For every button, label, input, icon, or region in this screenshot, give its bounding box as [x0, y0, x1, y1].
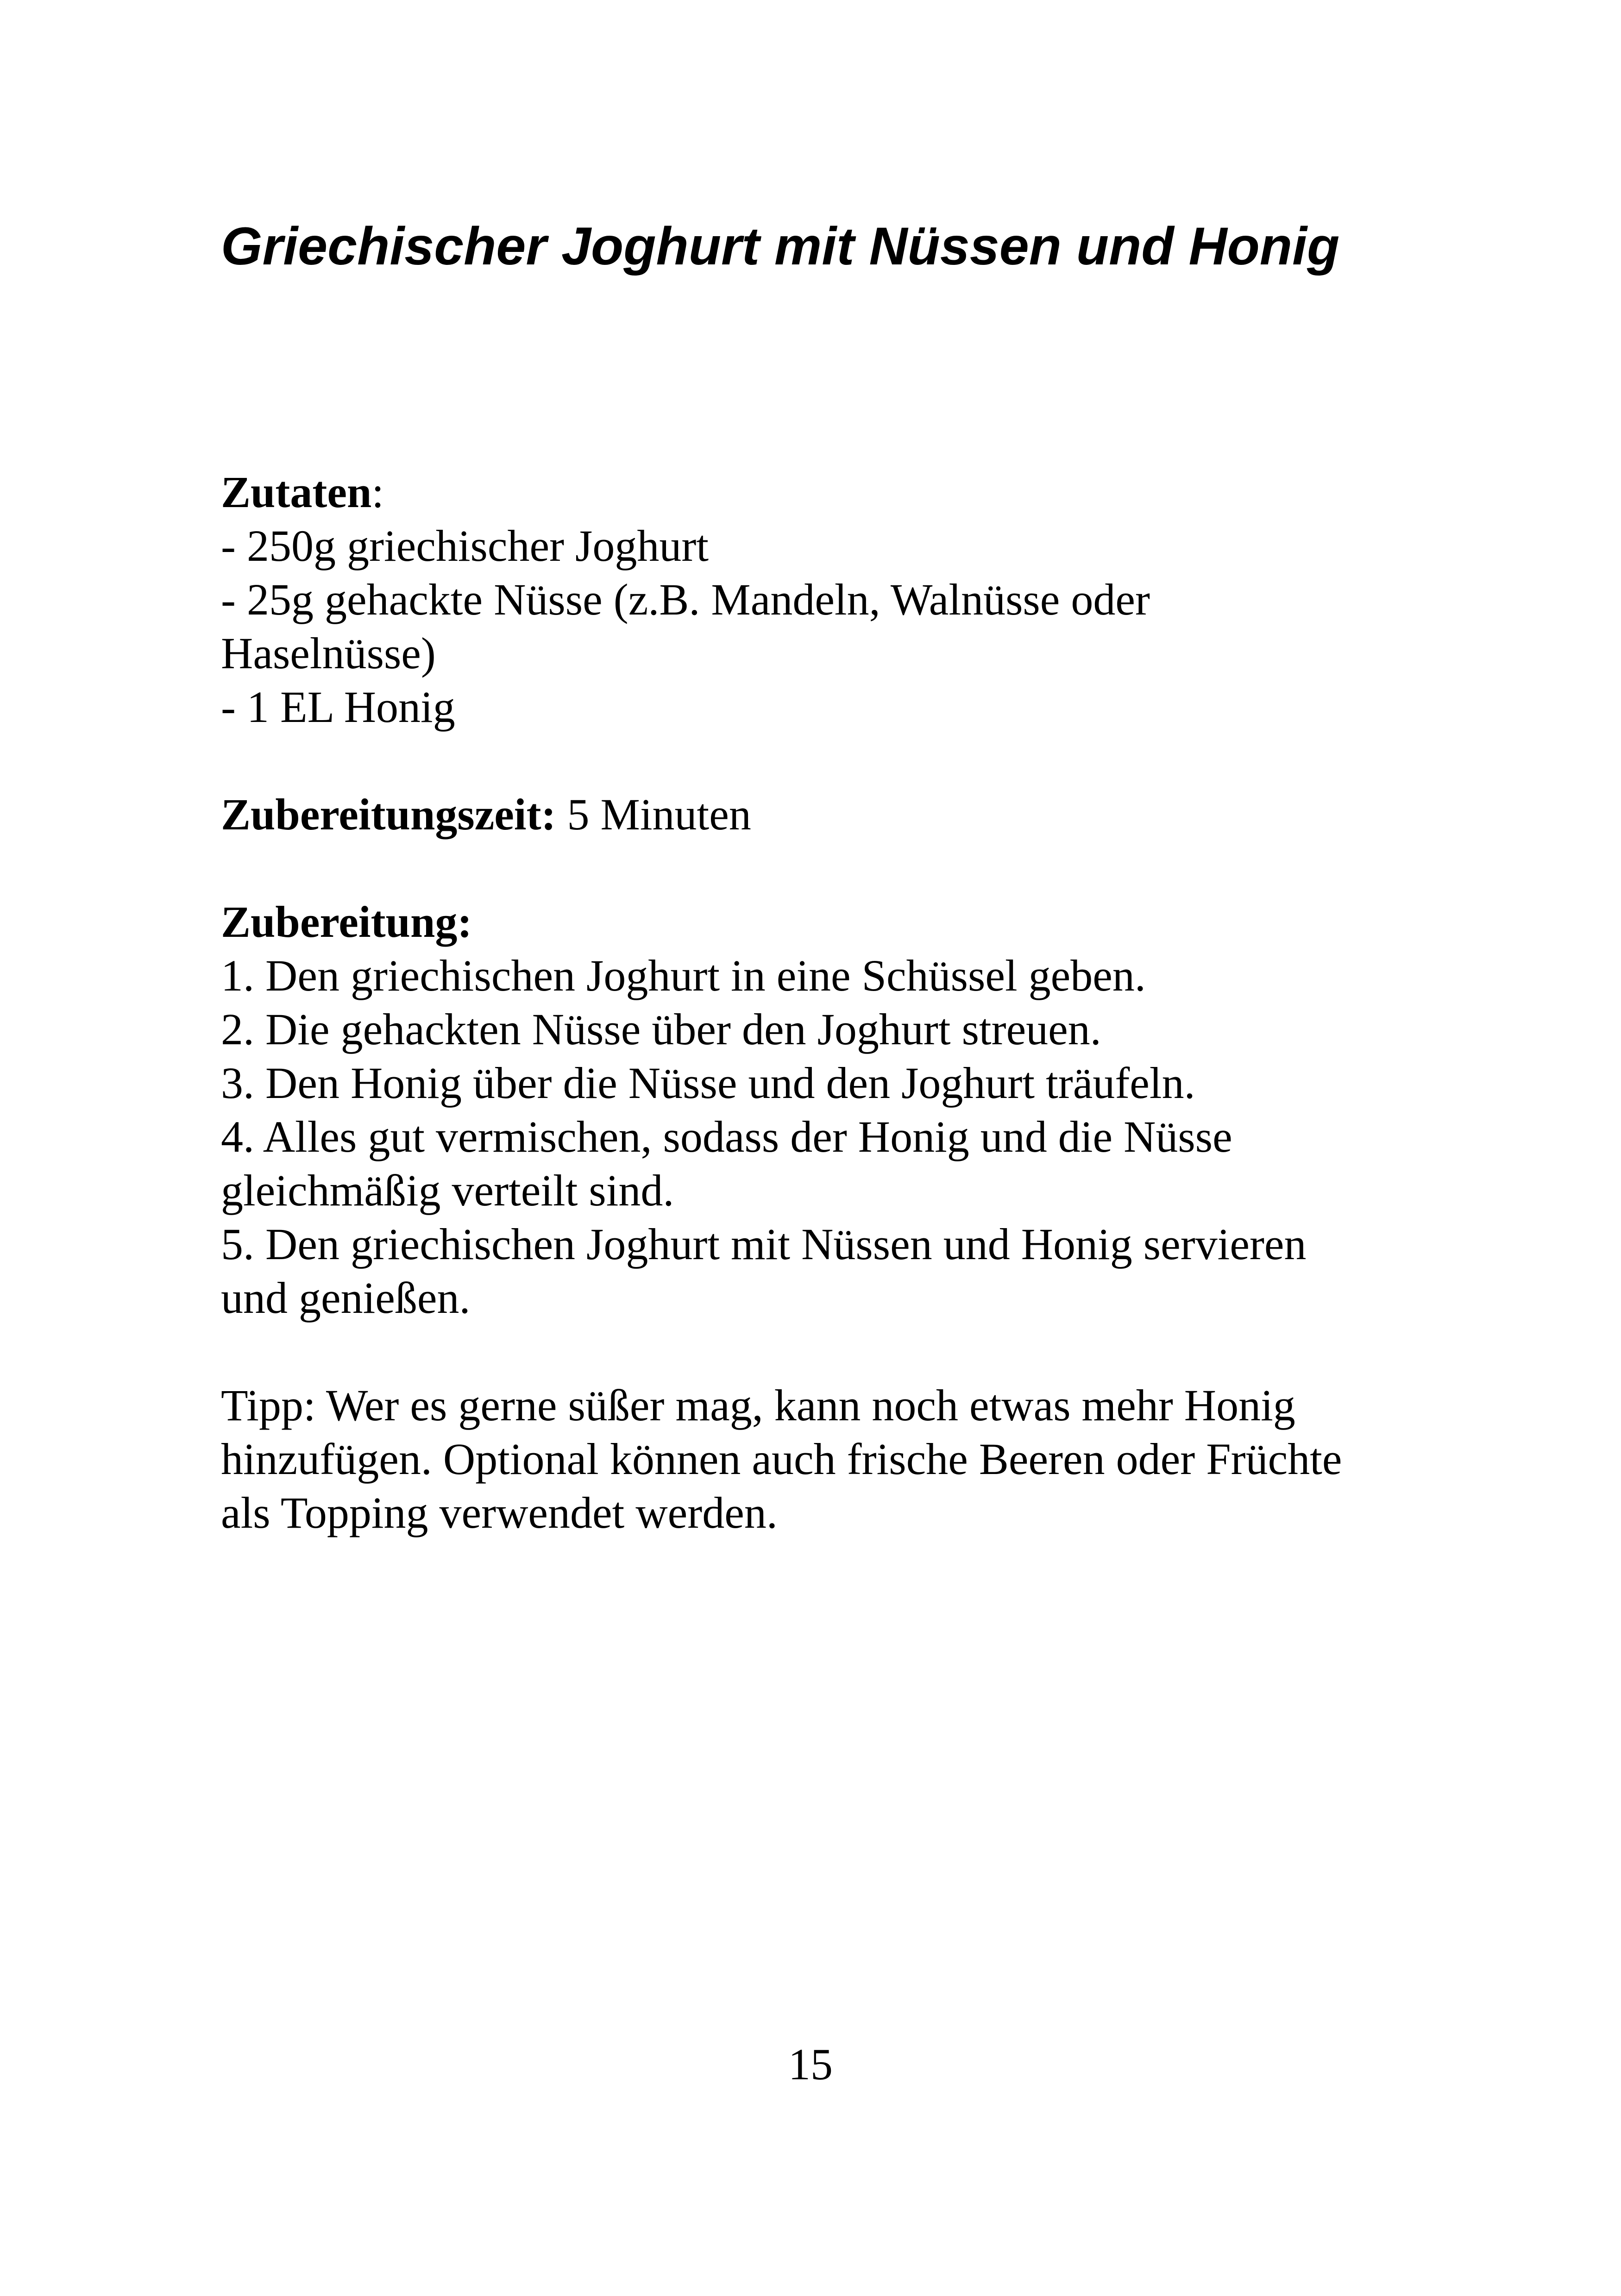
- recipe-body: [221, 465, 1471, 1540]
- preparation-step-line: gleichmäßig verteilt sind.: [221, 1166, 674, 1215]
- recipe-title: Griechischer Joghurt mit Nüssen und Honig: [221, 217, 1340, 276]
- preparation-step-line: 1. Den griechischen Joghurt in eine Schüssel geben.: [221, 951, 1146, 1000]
- ingredients-heading-line: [221, 465, 1471, 519]
- preparation-heading: Zubereitung:: [221, 897, 472, 947]
- ingredients-heading: Zutaten: [221, 467, 372, 517]
- ingredient-line: - 250g griechischer Joghurt: [221, 521, 709, 571]
- preparation-step-line: 4. Alles gut vermischen, sodass der Honig und die Nüsse: [221, 1112, 1232, 1161]
- prep-time-value: 5 Minuten: [556, 790, 751, 839]
- paragraph-gap: [221, 841, 1471, 895]
- preparation-step-line: 3. Den Honig über die Nüsse und den Joghurt träufeln.: [221, 1058, 1195, 1108]
- ingredient-line: Haselnüsse): [221, 628, 436, 678]
- preparation-step-line: und genießen.: [221, 1273, 471, 1323]
- tip-line: Tipp: Wer es gerne süßer mag, kann noch etwas mehr Honig: [221, 1380, 1295, 1430]
- page-number: 15: [788, 2039, 833, 2089]
- prep-time-line: [221, 788, 1471, 841]
- ingredient-line: - 25g gehackte Nüsse (z.B. Mandeln, Walnüsse oder: [221, 575, 1150, 624]
- prep-time-label: Zubereitungszeit:: [221, 790, 556, 839]
- paragraph-gap: [221, 1325, 1471, 1379]
- tip-line: hinzufügen. Optional können auch frische Beeren oder Früchte: [221, 1434, 1342, 1484]
- paragraph-gap: [221, 734, 1471, 788]
- ingredient-line: - 1 EL Honig: [221, 682, 455, 732]
- preparation-step-line: 2. Die gehackten Nüsse über den Joghurt streuen.: [221, 1004, 1101, 1054]
- tip-line: als Topping verwendet werden.: [221, 1488, 778, 1537]
- ingredients-heading-colon: :: [371, 467, 384, 517]
- preparation-step-line: 5. Den griechischen Joghurt mit Nüssen und Honig servieren: [221, 1219, 1307, 1269]
